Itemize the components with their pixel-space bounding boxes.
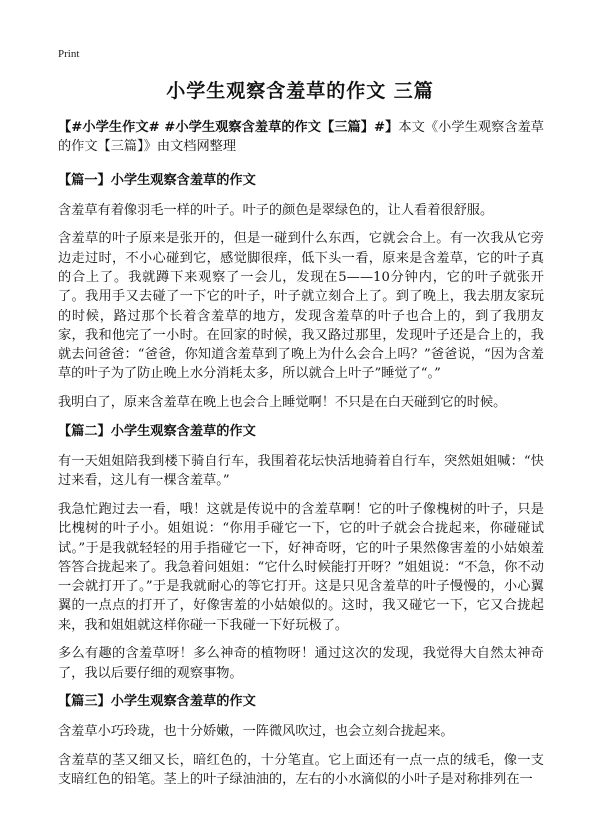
section-paragraph: 多么有趣的含羞草呀！多么神奇的植物呀！通过这次的发现，我觉得大自然太神奇了，我以后要仔细的观察事物。 <box>58 646 544 681</box>
section-paragraph: 我急忙跑过去一看，哦！这就是传说中的含羞草啊！它的叶子像槐树的叶子，只是比槐树的叶子小。姐姐说：“你用手碰它一下，它的叶子就会合拢起来，你碰碰试试。”于是我就轻轻的用手指碰它一下，好神奇呀，它的叶子果然像害羞的小姑娘羞答答合拢起来了。我急着问姐姐：“它什么时候能打开呀？”姐姐说：“不急，你不动一会就打开了。”于是我就耐心的等它打开。这是只见含羞草的叶子慢慢的，小心翼翼的一点点的打开了，好像害羞的小姑娘似的。这时，我又碰它一下，它又合拢起来，我和姐姐就这样你碰一下我碰一下好玩极了。 <box>58 501 544 633</box>
section-paragraph: 我明白了，原来含羞草在晚上也会合上睡觉啊！不只是在白天碰到它的时候。 <box>58 395 507 411</box>
intro-text: 本文《小学生观察含羞草的作文【三篇】》由文档网整理 <box>58 120 544 155</box>
page-title: 小学生观察含羞草的作文 三篇 <box>166 80 434 102</box>
section-paragraph: 含羞草有着像羽毛一样的叶子。叶子的颜色是翠绿色的，让人看着很舒服。 <box>58 202 494 218</box>
section-paragraph: 有一天姐姐陪我到楼下骑自行车，我围着花坛快活地骑着自行车，突然姐姐喊：“快过来看，这儿有一棵含羞草。” <box>58 453 544 489</box>
section-heading: 【篇一】小学生观察含羞草的作文 <box>58 172 256 188</box>
intro-paragraph <box>58 118 544 157</box>
document-body <box>58 118 544 799</box>
intro-tag: 【#小学生作文# #小学生观察含羞草的作文【三篇】#】 <box>58 120 399 135</box>
section-heading: 【篇三】小学生观察含羞草的作文 <box>58 694 256 710</box>
section-paragraph: 含羞草小巧玲珑，也十分娇嫩，一阵微风吹过，也会立刻合拢起来。 <box>58 724 454 740</box>
section-paragraph: 含羞草的茎又细又长，暗红色的，十分笔直。它上面还有一点一点的绒毛，像一支支暗红色的铅笔。茎上的叶子绿油油的，左右的小水滴似的小叶子是对称排列在一 <box>58 753 544 788</box>
section-paragraph: 含羞草的叶子原来是张开的，但是一碰到什么东西，它就会合上。有一次我从它旁边走过时，不小心碰到它，感觉脚很痒，低下头一看，原来是含羞草，它的叶子真的合上了。我就蹲下来观察了一会儿，发现在5——10分钟内，它的叶子就张开了。我用手又去碰了一下它的叶子，叶子就立刻合上了。到了晚上，我去朋友家玩的时候，路过那个长着含羞草的地方，发现含羞草的叶子也合上的，到了我朋友家，我和他完了一小时。在回家的时候，我又路过那里，发现叶子还是合上的，我就去问爸爸：“爸爸，你知道含羞草到了晚上为什么会合上吗？”爸爸说，“因为含羞草的叶子为了防止晚上水分消耗太多，所以就合上叶子”睡觉了“。” <box>58 231 544 382</box>
print-label: Print <box>58 48 80 60</box>
section-heading: 【篇二】小学生观察含羞草的作文 <box>58 423 256 439</box>
